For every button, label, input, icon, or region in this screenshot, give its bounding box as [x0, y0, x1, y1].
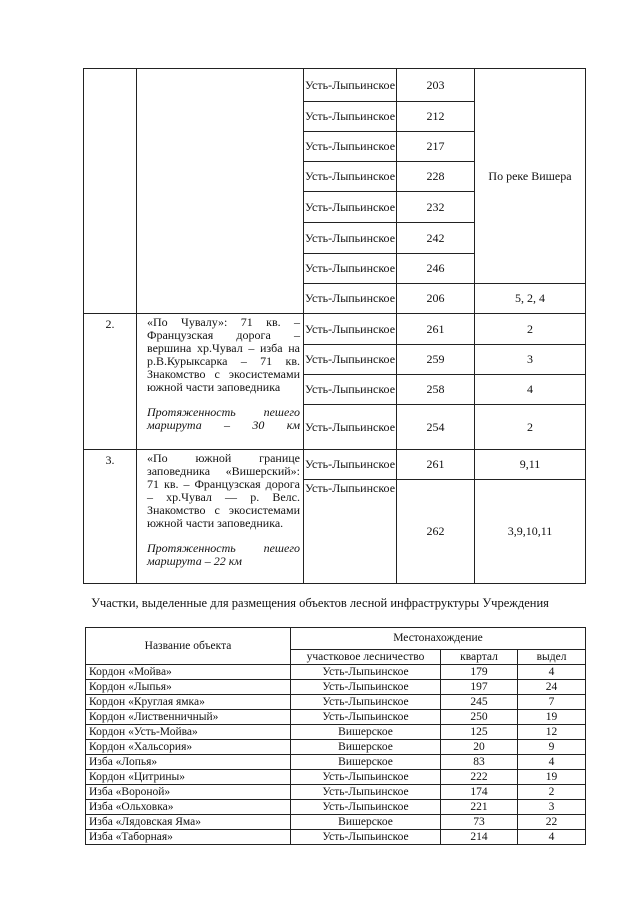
block-cell: 261	[397, 450, 475, 480]
division-cell: 9	[518, 740, 586, 755]
table-row	[84, 69, 586, 102]
division-cell: 4	[518, 830, 586, 845]
block-cell: 228	[397, 162, 475, 192]
block-cell: 258	[397, 375, 475, 405]
table-row	[86, 665, 586, 680]
route-description: «По Чувалу»: 71 кв. – Французская дорога – вершина хр.Чувал – изба на р.В.Курыксарка – 71 кв. Знакомство с экосистемами южной части заповедника	[147, 315, 300, 394]
block-cell: 221	[441, 800, 518, 815]
object-name-cell: Кордон «Цитрины»	[86, 770, 291, 785]
division-cell: 19	[518, 710, 586, 725]
block-cell: 246	[397, 254, 475, 284]
forestry-cell: Усть-Лыпьинское	[291, 830, 441, 845]
division-cell: 12	[518, 725, 586, 740]
route-table	[83, 68, 586, 584]
table-row	[86, 830, 586, 845]
division-cell: 2	[518, 785, 586, 800]
infrastructure-table	[85, 627, 586, 845]
forestry-cell: Вишерское	[291, 815, 441, 830]
forestry-cell: Усть-Лыпьинское	[304, 480, 397, 584]
route-number-cell: 2.	[84, 314, 137, 450]
forestry-cell: Усть-Лыпьинское	[304, 223, 397, 254]
forestry-cell: Усть-Лыпьинское	[291, 665, 441, 680]
table-row	[86, 725, 586, 740]
forestry-cell: Усть-Лыпьинское	[304, 254, 397, 284]
block-cell: 214	[441, 830, 518, 845]
block-cell: 203	[397, 69, 475, 102]
forestry-cell: Усть-Лыпьинское	[304, 132, 397, 162]
route-description: «По южной границе заповедника «Вишерский»: 71 кв. – Французская дорога – хр.Чувал — р. Велс. Знакомство с экосистемами южной части заповедника.	[147, 451, 300, 530]
divisions-cell: По реке Вишера	[475, 69, 586, 284]
route-number-cell	[84, 69, 137, 314]
forestry-cell: Усть-Лыпьинское	[291, 680, 441, 695]
table-row	[86, 710, 586, 725]
block-cell: 206	[397, 284, 475, 314]
header-location: Местонахождение	[291, 628, 586, 650]
object-name-cell: Кордон «Хальсория»	[86, 740, 291, 755]
object-name-cell: Кордон «Усть-Мойва»	[86, 725, 291, 740]
division-cell: 24	[518, 680, 586, 695]
route-description-cell	[137, 314, 304, 450]
divisions-cell: 3	[475, 345, 586, 375]
forestry-cell: Вишерское	[291, 740, 441, 755]
table-row	[86, 680, 586, 695]
object-name-cell: Изба «Лопья»	[86, 755, 291, 770]
divisions-cell: 2	[475, 405, 586, 450]
block-cell: 222	[441, 770, 518, 785]
route-description-cell	[137, 69, 304, 314]
object-name-cell: Кордон «Лиственничный»	[86, 710, 291, 725]
block-cell: 125	[441, 725, 518, 740]
table-row	[86, 770, 586, 785]
forestry-cell: Усть-Лыпьинское	[291, 710, 441, 725]
forestry-cell: Усть-Лыпьинское	[304, 192, 397, 223]
forestry-cell: Усть-Лыпьинское	[304, 162, 397, 192]
table-row	[84, 314, 586, 345]
object-name-cell: Кордон «Лыпья»	[86, 680, 291, 695]
forestry-cell: Усть-Лыпьинское	[304, 375, 397, 405]
block-cell: 217	[397, 132, 475, 162]
forestry-cell: Усть-Лыпьинское	[304, 405, 397, 450]
division-cell: 7	[518, 695, 586, 710]
block-cell: 232	[397, 192, 475, 223]
route-description-cell	[137, 450, 304, 584]
divisions-cell: 9,11	[475, 450, 586, 480]
forestry-cell: Усть-Лыпьинское	[291, 785, 441, 800]
forestry-cell: Усть-Лыпьинское	[291, 800, 441, 815]
block-cell: 179	[441, 665, 518, 680]
divisions-cell: 2	[475, 314, 586, 345]
route-number-cell: 3.	[84, 450, 137, 584]
infrastructure-caption: Участки, выделенные для размещения объектов лесной инфраструктуры Учреждения	[91, 596, 549, 610]
block-cell: 174	[441, 785, 518, 800]
block-cell: 73	[441, 815, 518, 830]
block-cell: 250	[441, 710, 518, 725]
division-cell: 4	[518, 665, 586, 680]
block-cell: 259	[397, 345, 475, 375]
object-name-cell: Кордон «Круглая ямка»	[86, 695, 291, 710]
block-cell: 254	[397, 405, 475, 450]
header-forestry: участковое лесничество	[291, 650, 441, 665]
table-header-row	[86, 628, 586, 650]
division-cell: 4	[518, 755, 586, 770]
block-cell: 261	[397, 314, 475, 345]
object-name-cell: Изба «Лядовская Яма»	[86, 815, 291, 830]
header-block: квартал	[441, 650, 518, 665]
forestry-cell: Вишерское	[291, 725, 441, 740]
forestry-cell: Вишерское	[291, 755, 441, 770]
divisions-cell: 4	[475, 375, 586, 405]
division-cell: 22	[518, 815, 586, 830]
table-row	[86, 695, 586, 710]
forestry-cell: Усть-Лыпьинское	[291, 695, 441, 710]
block-cell: 83	[441, 755, 518, 770]
object-name-cell: Кордон «Мойва»	[86, 665, 291, 680]
object-name-cell: Изба «Таборная»	[86, 830, 291, 845]
object-name-cell: Изба «Ольховка»	[86, 800, 291, 815]
table-row	[86, 815, 586, 830]
table-row	[86, 785, 586, 800]
division-cell: 3	[518, 800, 586, 815]
route-length-note: Протяженность пешего маршрута – 30 км	[147, 405, 300, 432]
division-cell: 19	[518, 770, 586, 785]
table-row	[86, 800, 586, 815]
block-cell: 262	[397, 480, 475, 584]
table-row	[86, 740, 586, 755]
header-object-name: Название объекта	[86, 628, 291, 665]
divisions-cell: 3,9,10,11	[475, 480, 586, 584]
route-length-note: Протяженность пешего маршрута – 22 км	[147, 541, 300, 568]
forestry-cell: Усть-Лыпьинское	[304, 284, 397, 314]
forestry-cell: Усть-Лыпьинское	[291, 770, 441, 785]
table-row	[84, 450, 586, 480]
block-cell: 242	[397, 223, 475, 254]
forestry-cell: Усть-Лыпьинское	[304, 450, 397, 480]
forestry-cell: Усть-Лыпьинское	[304, 314, 397, 345]
divisions-cell: 5, 2, 4	[475, 284, 586, 314]
block-cell: 197	[441, 680, 518, 695]
header-division: выдел	[518, 650, 586, 665]
forestry-cell: Усть-Лыпьинское	[304, 102, 397, 132]
block-cell: 212	[397, 102, 475, 132]
forestry-cell: Усть-Лыпьинское	[304, 69, 397, 102]
block-cell: 245	[441, 695, 518, 710]
block-cell: 20	[441, 740, 518, 755]
forestry-cell: Усть-Лыпьинское	[304, 345, 397, 375]
table-row	[86, 755, 586, 770]
infrastructure-table-body	[86, 665, 586, 845]
object-name-cell: Изба «Вороной»	[86, 785, 291, 800]
